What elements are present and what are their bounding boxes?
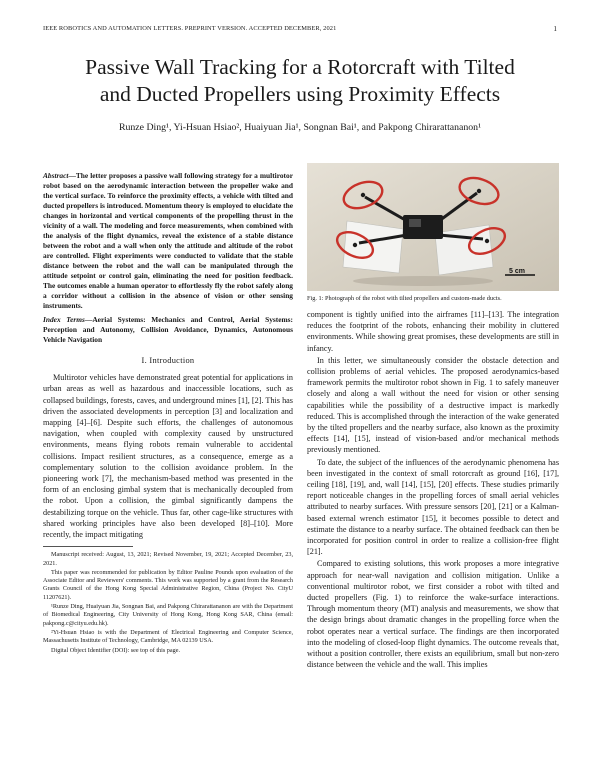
index-terms-text: —Aerial Systems: Mechanics and Control, Aerial Systems: Perception and Autonomy, Collision Avoidance, Dynamics, Autonomous Vehicle Navigation <box>43 315 293 344</box>
flight-controller <box>409 219 421 227</box>
prop-hub-front-right <box>477 189 481 193</box>
footnote-manuscript: Manuscript received: August, 13, 2021; Revised November, 19, 2021; Accepted December, 23, 2021. <box>43 551 293 567</box>
intro-paragraph-1: Multirotor vehicles have demonstrated great potential for applications in urban areas as well as hazardous and inaccessible locations, such as collapsed buildings, forests, caves, and underground mines [1], [2]. This has driven the associated developments in perception [3] and localization and mapping [4]–[6]. Despite such efforts, the challenges of autonomous navigation, when coupled with complexity caused by unstructured environments, means flying robots remain vulnerable to accidental collisions. Impact resilient structures, as a consequence, emerge as a complementary solution to the collision avoidance problem. In the pioneering work [7], the mechanism-based method was presented in the form of an enclosing gimbal system that is mechanically decoupled from the robot. Upon a collision, the gimbal significantly dampens the destabilizing torque on the vehicle. Thus far, other cage-like structures with shared working principles have also been developed [8]–[10]. More recently, the impact mitigating <box>43 373 293 540</box>
prop-hub-rear-left <box>353 243 357 247</box>
page-number: 1 <box>553 25 557 33</box>
intro-paragraph-2: In this letter, we simultaneously consider the obstacle detection and collision problems of aerial vehicles. The proposed aerodynamics-based framework permits the multirotor robot shown in Fig. 1 to safely maneuver closely and along a wall without the need for vision or other sensing capabilities while the possibility of a destructive impact is markedly reduced. This is accomplished through the interaction of the wake generated by the tilted propellers and the nearby surface, also known as the proximity effects [14], [15], instead of vision-based and/or mechanical methods previously mentioned. <box>307 355 559 455</box>
index-terms-lead: Index Terms <box>43 315 85 324</box>
footnote-rule <box>43 546 133 547</box>
robot-shadow <box>353 276 493 286</box>
prop-hub-rear-right <box>485 239 489 243</box>
scale-bar-label: 5 cm <box>509 268 525 275</box>
prop-hub-front-left <box>361 193 365 197</box>
author-list: Runze Ding¹, Yi-Hsuan Hsiao², Huaiyuan Jia¹, Songnan Bai¹, and Pakpong Chirarattananon¹ <box>118 122 482 133</box>
abstract <box>43 171 293 311</box>
title-line-1: Passive Wall Tracking for a Rotorcraft with Tilted <box>85 55 515 79</box>
intro-paragraph-1-continued: component is tightly unified into the airframes [11]–[13]. The integration reduces the footprint of the robots, enhancing their mobility in cluttered environments. While showing great promises, these developments are still in infancy. <box>307 310 559 353</box>
index-terms <box>43 315 293 345</box>
side-panel-right <box>435 225 493 275</box>
section-heading-introduction: I. Introduction <box>141 356 195 365</box>
title-line-2: and Ducted Propellers using Proximity Effects <box>99 82 501 106</box>
figure-1-photo <box>307 163 559 291</box>
footnote-affiliation-2: ²Yi-Hsuan Hsiao is with the Department of Electrical Engineering and Computer Science, Massachusetts Institute of Technology, Cambridge, MA 02139 USA. <box>43 628 293 645</box>
running-header: IEEE ROBOTICS AND AUTOMATION LETTERS. PREPRINT VERSION. ACCEPTED DECEMBER, 2021 <box>43 25 337 32</box>
footnotes <box>43 551 293 655</box>
footnote-affiliation-1: ¹Runze Ding, Huaiyuan Jia, Songnan Bai, and Pakpong Chirarattananon are with the Department of Biomedical Engineering, City University of Hong Kong, Hong Kong SAR, China (email: pakpong.c@cityu.edu.hk). <box>43 603 293 627</box>
figure-1-caption: Fig. 1: Photograph of the robot with tilted propellers and custom-made ducts. <box>307 295 502 302</box>
abstract-text: —The letter proposes a passive wall following strategy for a multirotor robot based on the aerodynamic interaction between the propeller wake and the vertical surface. To reinforce the proximity effects, a vehicle with tilted and ducted propellers is introduced. Momentum theory is employed to elucidate the changes in horizontal and vertical components of the propelling thrust in the vicinity of a wall. The modeling and force measurements, when combined with the analysis of the flight dynamics, reveal the existence of a stable distance between the robot and a wall when only the attitude and altitude of the robot are controlled. Flight experiments were conducted to validate that the stable distance between the robot and the wall can be manipulated through the attitude setpoint or control gain, eliminating the need for position feedback. The outcomes enable a human operator to effortlessly fly the robot safely along a corridor without a collision in the absence of vision or other sensing instruments. <box>43 171 293 310</box>
intro-paragraph-4: Compared to existing solutions, this work proposes a more integrative approach for near-wall navigation and collision mitigation. Unlike a conventional multirotor robot, we first consider a robot with tilted and ducted propellers (Fig. 1) to reinforce the wake-surface interactions. Through momentum theory (MT) analysis and measurements, we show that the design brings about dramatic changes in the propelling force when the robot operates near a vertical surface. The findings are then incorporated into the modeling of closed-loop flight dynamics. The outcome reveals that, without a position controller, there exists an equilibrium, small but non-zero distance between the vehicle and the wall. This implies <box>307 559 559 670</box>
footnote-doi: Digital Object Identifier (DOI): see top of this page. <box>51 646 181 654</box>
abstract-lead: Abstract <box>43 171 69 180</box>
right-column <box>307 163 559 671</box>
intro-paragraph-3: To date, the subject of the influences of the aerodynamic phenomena has been investigated in the context of small rotorcraft as ground [16], [17], ceiling [18], [19], and, wall [14], [15], [20] effects. These studies primarily report noticeable changes in the propelling forces of small aerial vehicles attributed to nearby surfaces. With pressure sensors [20], [21] or a Kalman-based external wrench estimator [15], it becomes possible to detect and estimate the distance to a nearby surface. The obtained feedback can then be incorporated for position control in order to realize a collision-free flight [21]. <box>307 457 559 557</box>
footnote-funding: This paper was recommended for publication by Editor Pauline Pounds upon evaluation of the Associate Editor and Reviewers' comments. This work was supported by a grant from the Research Grants Council of the Hong Kong Special Administrative Region, China (Project No. CityU 11207621). <box>43 568 293 601</box>
left-column <box>43 171 293 656</box>
paper-title <box>40 54 560 108</box>
